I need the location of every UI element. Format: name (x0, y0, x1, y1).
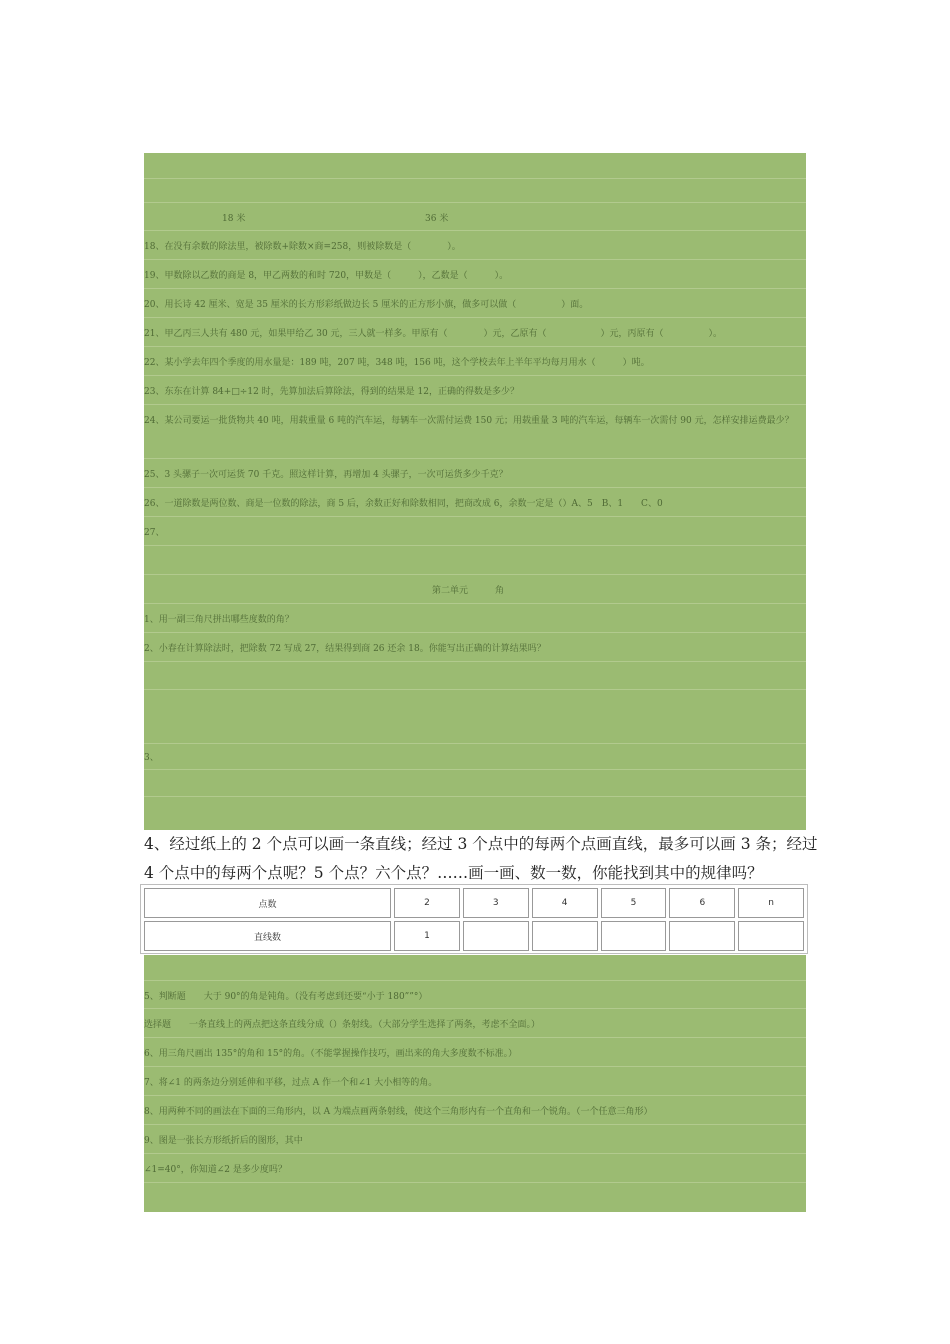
blank-row (144, 546, 806, 575)
question-row (144, 633, 806, 662)
unit2-question-3: 3、 (144, 753, 159, 763)
unit2-question-1: 1、用一副三角尺拼出哪些度数的角？ (144, 615, 294, 625)
question-row (144, 318, 806, 347)
table-row (144, 921, 804, 951)
question-row (144, 1067, 806, 1096)
points-lines-table (140, 884, 808, 954)
question-row (144, 459, 806, 488)
question-row (144, 1154, 806, 1183)
question-18: 18、在没有余数的除法里，被除数+除数×商=258，则被除数是（ ）。 (144, 242, 461, 252)
question-row (144, 604, 806, 633)
table-cell: 1 (394, 921, 460, 951)
dimension-label-36m: 36 米 (425, 214, 449, 224)
table-cell: 2 (394, 888, 460, 918)
question-row (144, 1096, 806, 1125)
question-23: 23、东东在计算 84+□÷12 时，先算加法后算除法，得到的结果是 12，正确的得数是多少？ (144, 387, 519, 397)
table-row (144, 888, 804, 918)
blank-row (144, 153, 806, 179)
question-row (144, 1038, 806, 1067)
unit2-question-9: 9、图是一张长方形纸折后的图形，其中 (144, 1136, 303, 1146)
blank-row (144, 662, 806, 690)
points-lines-grid (141, 885, 807, 954)
table-cell-empty (738, 921, 804, 951)
unit2-question-4: 4、经过纸上的 2 个点可以画一条直线；经过 3 个点中的每两个点画直线，最多可以画 3 条；经过 4 个点中的每两个点呢？5 个点？六个点？……画一画、数一数，你能找到其中的规律吗？ (144, 835, 818, 882)
table-cell: 4 (532, 888, 598, 918)
unit2-question-5-choice: 选择题 一条直线上的两点把这条直线分成（）条射线。（大部分学生选择了两条，考虑不全面。） (144, 1020, 541, 1030)
question-row (144, 289, 806, 318)
dimension-label-18m: 18 米 (222, 214, 246, 224)
unit-2-title: 第二单元 角 (432, 586, 505, 596)
unit-title-row (144, 575, 806, 604)
blank-row (144, 797, 806, 830)
unit2-question-7: 7、将∠1 的两条边分别延伸和平移，过点 A 作一个和∠1 大小相等的角。 (144, 1078, 438, 1088)
blank-row (144, 770, 806, 797)
blank-row (144, 179, 806, 203)
unit2-question-9-angle: ∠1=40°，你知道∠2 是多少度吗？ (144, 1165, 287, 1175)
blank-row (144, 690, 806, 744)
question-22: 22、某小学去年四个季度的用水量是：189 吨，207 吨，348 吨，156 吨，这个学校去年上半年平均每月用水（ ）吨。 (144, 358, 650, 368)
blank-row (144, 955, 806, 981)
question-row (144, 1009, 806, 1038)
question-row (144, 231, 806, 260)
unit2-question-5: 5、判断题 大于 90°的角是钝角。（没有考虑到还要“小于 180””°） (144, 992, 428, 1002)
question-row (144, 260, 806, 289)
question-27: 27、 (144, 528, 165, 538)
blank-row (144, 1183, 806, 1212)
table-cell-empty (601, 921, 667, 951)
worksheet-top-section (144, 153, 806, 830)
table-header-points: 点数 (144, 888, 391, 918)
table-cell: 3 (463, 888, 529, 918)
worksheet-bottom-section (144, 955, 806, 1212)
question-row (144, 981, 806, 1009)
question-26: 26、一道除数是两位数、商是一位数的除法，商 5 后，余数正好和除数相同，把商改成 6，余数一定是（）A、5 B、1 C、0 (144, 499, 663, 509)
unit2-question-8: 8、用两种不同的画法在下面的三角形内，以 A 为端点画两条射线，使这个三角形内有一个直角和一个锐角。（一个任意三角形） (144, 1107, 653, 1117)
question-25: 25、3 头骡子一次可运货 70 千克。照这样计算，再增加 4 头骡子，一次可运货多少千克？ (144, 470, 508, 480)
question-21: 21、甲乙丙三人共有 480 元，如果甲给乙 30 元，三人就一样多。甲原有（ ）元，乙原有（ ）元，丙原有（ ）。 (144, 329, 723, 339)
question-20: 20、用长诗 42 厘米、宽是 35 厘米的长方形彩纸做边长 5 厘米的正方形小旗，做多可以做（ ）面。 (144, 300, 589, 310)
table-cell: 5 (601, 888, 667, 918)
question-row (144, 1125, 806, 1154)
question-19: 19、甲数除以乙数的商是 8，甲乙两数的和时 720，甲数是（ ），乙数是（ ）。 (144, 271, 509, 281)
question-row (144, 744, 806, 770)
unit2-question-2: 2、小春在计算除法时，把除数 72 写成 27，结果得到商 26 还余 18。你能写出正确的计算结果吗？ (144, 644, 546, 654)
question-row (144, 488, 806, 517)
unit2-question-6: 6、用三角尺画出 135°的角和 15°的角。（不能掌握操作技巧，画出来的角大多度数不标准。） (144, 1049, 518, 1059)
table-cell-empty (463, 921, 529, 951)
table-cell: 6 (669, 888, 735, 918)
table-cell-empty (669, 921, 735, 951)
question-row (144, 517, 806, 546)
question-row (144, 376, 806, 405)
question-row (144, 347, 806, 376)
table-cell-empty (532, 921, 598, 951)
question-row (144, 405, 806, 459)
question-24: 24、某公司要运一批货物共 40 吨，用载重量 6 吨的汽车运，每辆车一次需付运费 150 元；用载重量 3 吨的汽车运，每辆车一次需付 90 元，怎样安排运费最少？ (144, 416, 794, 426)
table-header-lines: 直线数 (144, 921, 391, 951)
table-cell: n (738, 888, 804, 918)
dimension-row (144, 203, 806, 231)
